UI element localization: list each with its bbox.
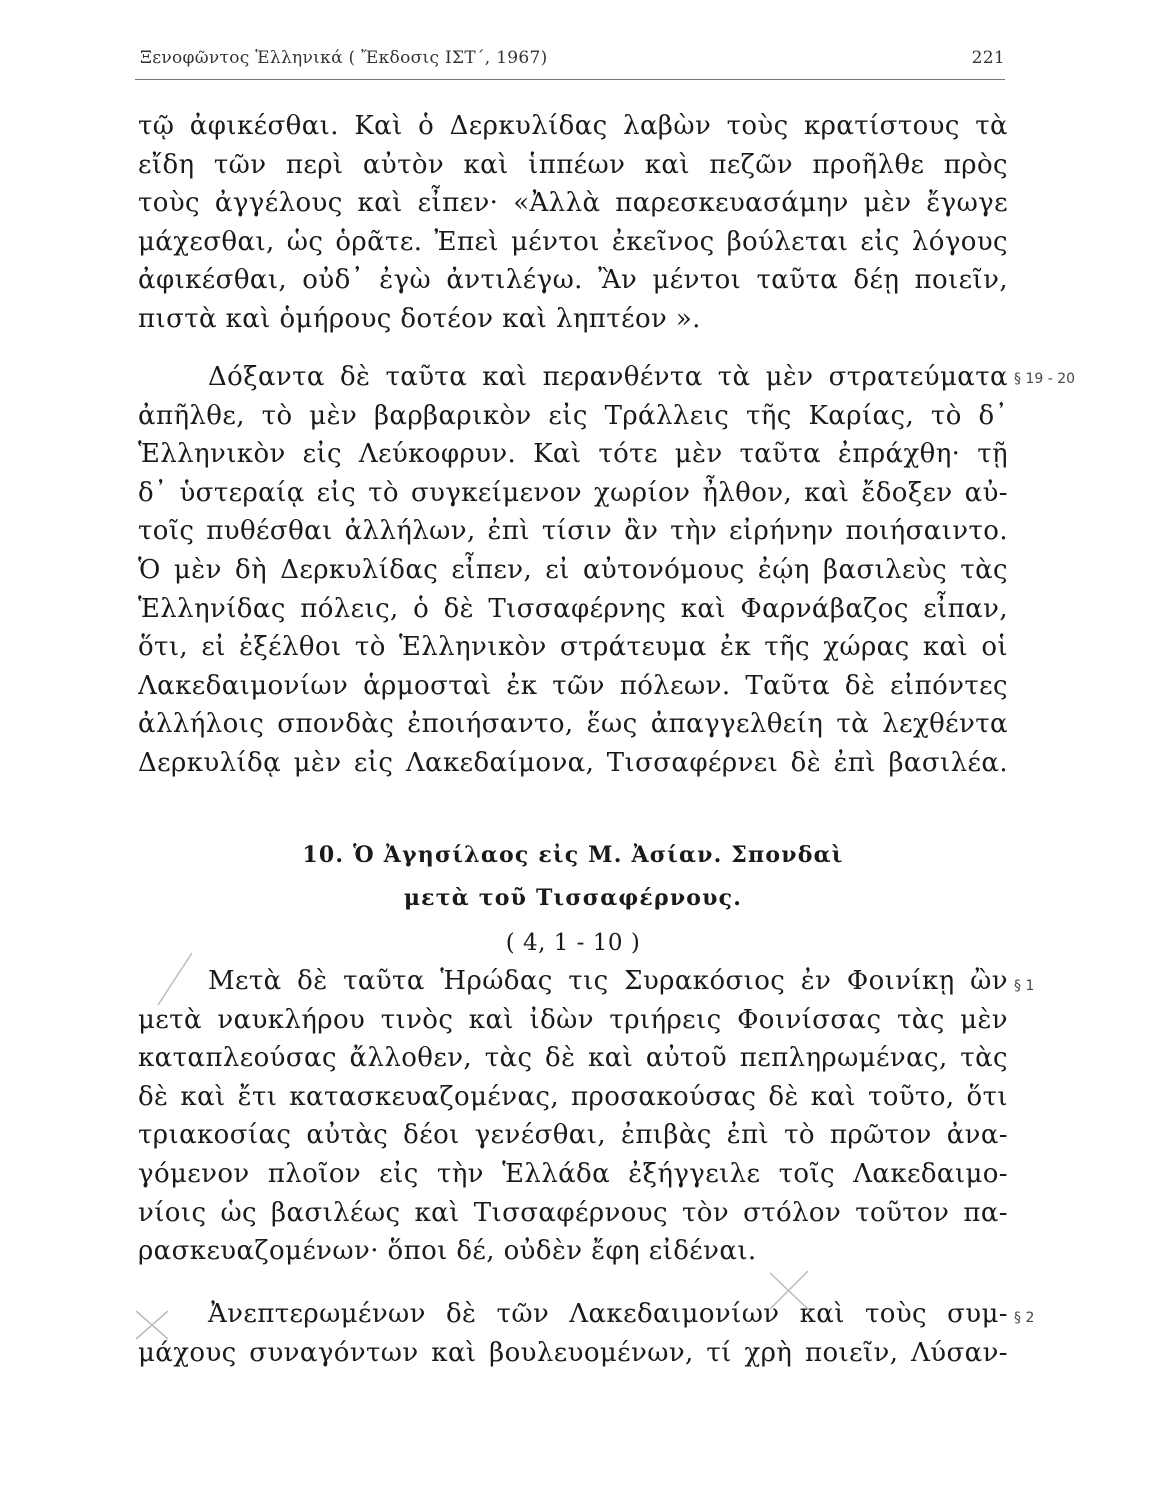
text-line: μετὰ ναυκλήρου τινὸς καὶ ἰδὼν τριήρεις Φοινίσσας τὰς μὲν	[138, 1004, 1008, 1035]
text-line: Μετὰ δὲ ταῦτα Ἡρώδας τις Συρακόσιος ἐν Φοινίκῃ ὢν	[208, 966, 1008, 996]
text-line: Ἑλληνίδας πόλεις, ὁ δὲ Τισσαφέρνης καὶ Φαρνάβαζος εἶπαν,	[138, 593, 1008, 624]
paragraph-2	[138, 358, 1008, 783]
text-line: καταπλεούσας ἄλλοθεν, τὰς δὲ καὶ αὐτοῦ πεπληρωμένας, τὰς	[138, 1043, 1008, 1074]
paragraph-3	[138, 962, 1008, 1271]
text-line: μάχους συναγόντων καὶ βουλευομένων, τί χρὴ ποιεῖν, Λύσαν-	[138, 1337, 1008, 1368]
pencil-mark-icon	[150, 950, 200, 1010]
text-line: τριακοσίας αὐτὰς δέοι γενέσθαι, ἐπιβὰς ἐπὶ τὸ πρῶτον ἀνα-	[138, 1120, 1008, 1151]
text-line: Δερκυλίδᾳ μὲν εἰς Λακεδαίμονα, Τισσαφέρνει δὲ ἐπὶ βασιλέα.	[138, 747, 1008, 778]
margin-section-note: § 1	[1014, 978, 1035, 994]
margin-section-note: § 2	[1014, 1310, 1035, 1326]
running-title: Ξενοφῶντος Ἑλληνικά ( Ἔκδοσις ΙΣΤ΄, 1967)	[140, 48, 548, 68]
section-heading-continued: μετὰ τοῦ Τισσαφέρνους.	[403, 885, 743, 911]
section-heading: 10. Ὁ Ἀγησίλαος εἰς Μ. Ἀσίαν. Σπονδαὶ	[302, 842, 844, 868]
text-line: δ᾽ ὑστεραίᾳ εἰς τὸ συγκείμενον χωρίον ἦλθον, καὶ ἔδοξεν αὐ-	[138, 477, 1008, 508]
text-line: Δόξαντα δὲ ταῦτα καὶ περανθέντα τὰ μὲν στρατεύματα	[208, 362, 1008, 392]
text-line: πιστὰ καὶ ὁμήρους δοτέον καὶ ληπτέον ».	[138, 303, 701, 334]
text-line: νίοις ὡς βασιλέως καὶ Τισσαφέρνους τὸν στόλον τοῦτον πα-	[138, 1197, 1008, 1228]
text-line: Ἑλληνικὸν εἰς Λεύκοφρυν. Καὶ τότε μὲν ταῦτα ἐπράχθη· τῇ	[138, 439, 1008, 470]
text-line: γόμενον πλοῖον εἰς τὴν Ἑλλάδα ἐξήγγειλε τοῖς Λακεδαιμο-	[138, 1158, 1008, 1189]
text-line: τῷ ἀφικέσθαι. Καὶ ὁ Δερκυλίδας λαβὼν τοὺς κρατίστους τὰ	[138, 111, 1008, 141]
text-line: Ἀνεπτερωμένων δὲ τῶν Λακεδαιμονίων καὶ τοὺς συμ-	[208, 1299, 1008, 1329]
text-line: τοῖς πυθέσθαι ἀλλήλων, ἐπὶ τίσιν ἂν τὴν εἰρήνην ποιήσαιντο.	[138, 516, 1008, 547]
paragraph-1	[138, 107, 1008, 339]
section-reference: ( 4, 1 - 10 )	[505, 930, 641, 956]
text-line: ἀλλήλοις σπονδὰς ἐποιήσαντο, ἕως ἀπαγγελθείη τὰ λεχθέντα	[138, 709, 1008, 740]
pencil-cross-icon	[760, 1265, 820, 1315]
text-line: ρασκευαζομένων· ὅποι δέ, οὐδὲν ἔφη εἰδέναι.	[138, 1236, 757, 1267]
text-line: εἴδη τῶν περὶ αὐτὸν καὶ ἱππέων καὶ πεζῶν προῆλθε πρὸς	[138, 149, 1008, 180]
text-line: Ὁ μὲν δὴ Δερκυλίδας εἶπεν, εἰ αὐτονόμους ἐῴη βασιλεὺς τὰς	[138, 554, 1008, 585]
running-header	[135, 44, 1005, 78]
text-line: ἀφικέσθαι, οὐδ᾽ ἐγὼ ἀντιλέγω. Ἂν μέντοι ταῦτα δέῃ ποιεῖν,	[138, 265, 1008, 296]
text-line: ἀπῆλθε, τὸ μὲν βαρβαρικὸν εἰς Τράλλεις τῆς Καρίας, τὸ δ᾽	[138, 400, 1008, 431]
text-line: μάχεσθαι, ὡς ὁρᾶτε. Ἐπεὶ μέντοι ἐκεῖνος βούλεται εἰς λόγους	[138, 226, 1008, 257]
margin-section-note: § 19 - 20	[1014, 371, 1076, 387]
paragraph-4	[138, 1295, 1008, 1372]
pencil-cross-icon	[128, 1305, 178, 1345]
text-line: ὅτι, εἰ ἐξέλθοι τὸ Ἑλληνικὸν στράτευμα ἐκ τῆς χώρας καὶ οἱ	[138, 632, 1008, 663]
text-line: Λακεδαιμονίων ἁρμοσταὶ ἐκ τῶν πόλεων. Ταῦτα δὲ εἰπόντες	[138, 670, 1008, 701]
text-line: δὲ καὶ ἔτι κατασκευαζομένας, προσακούσας δὲ καὶ τοῦτο, ὅτι	[138, 1081, 1008, 1112]
page-number: 221	[971, 48, 1005, 68]
text-line: τοὺς ἀγγέλους καὶ εἶπεν· «Ἀλλὰ παρεσκευασάμην μὲν ἔγωγε	[138, 188, 1008, 219]
header-rule	[135, 79, 1005, 80]
